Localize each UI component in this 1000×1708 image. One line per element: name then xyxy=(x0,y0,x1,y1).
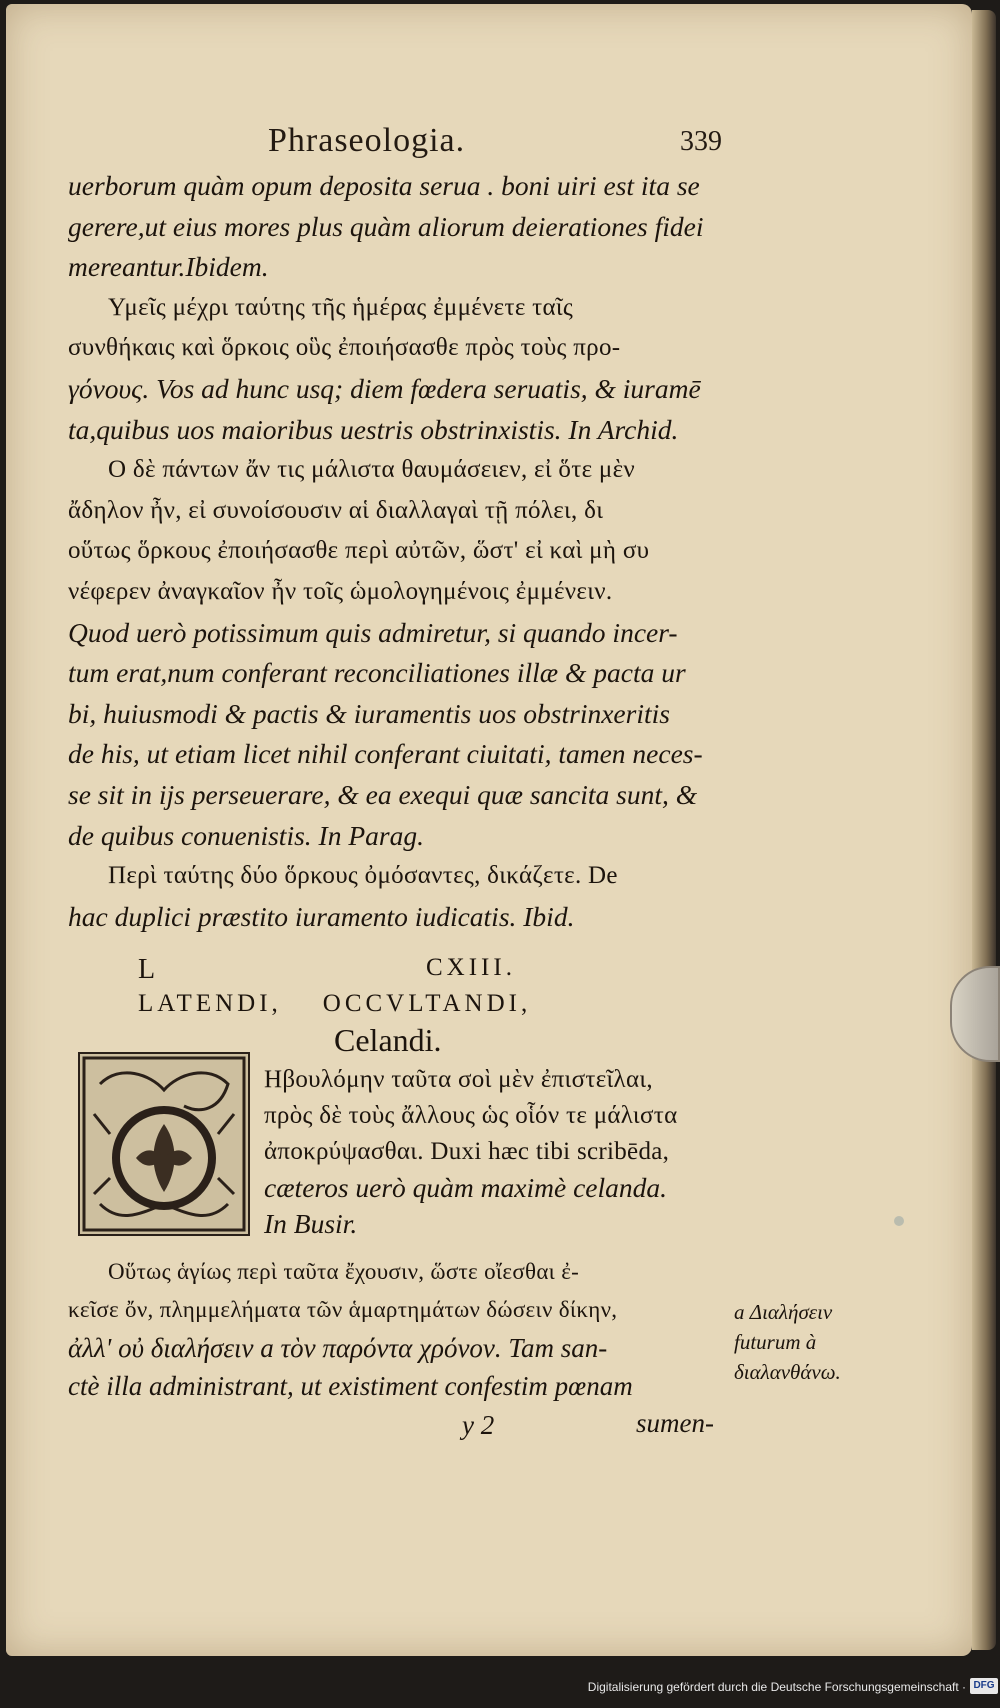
body-line: ἄδηλον ἦν, εἰ συνοίσουσιν αἱ διαλλαγαὶ τῇ πόλει, δι xyxy=(68,496,604,524)
body-line: tum erat,num conferant reconciliationes illæ & pacta ur xyxy=(68,657,686,689)
section-heading: Celandi. xyxy=(334,1022,442,1058)
running-header xyxy=(268,122,738,166)
section-letter: L xyxy=(138,954,160,985)
dfg-logo-icon: DFG xyxy=(970,1678,998,1694)
body-line: ta,quibus uos maioribus uestris obstrinxistis. In Archid. xyxy=(68,413,679,445)
body-line: gerere,ut eius mores plus quàm aliorum deierationes fidei xyxy=(68,210,704,242)
ornament-initial-icon xyxy=(80,1054,248,1234)
signature-mark: y 2 xyxy=(462,1410,495,1440)
paper-speck xyxy=(894,1216,904,1226)
closing-paragraph-line: ctè illa administrant, ut existiment confestim pœnam xyxy=(68,1371,633,1401)
body-line: συνθήκαις καὶ ὅρκοις οὓς ἐποιήσασθε πρὸς τοὺς προ- xyxy=(68,334,621,362)
initial-paragraph-line: ἀποκρύψασθαι. Duxi hæc tibi scribēda, xyxy=(264,1138,670,1165)
initial-paragraph-line: πρὸς δὲ τοὺς ἄλλους ὡς οἷόν τε μάλιστα xyxy=(264,1102,678,1129)
body-line: hac duplici præstito iuramento iudicatis. Ibid. xyxy=(68,900,575,932)
initial-paragraph-line: In Busir. xyxy=(264,1208,358,1239)
body-line: Περὶ ταύτης δύο ὅρκους ὀμόσαντες, δικάζετε. De xyxy=(108,862,618,890)
catchword: sumen- xyxy=(636,1408,714,1438)
margin-note: futurum à xyxy=(734,1330,817,1354)
body-line: se sit in ijs perseuerare, & ea exequi quæ sancita sunt, & xyxy=(68,779,698,810)
body-line: mereantur.Ibidem. xyxy=(68,251,269,283)
book-page xyxy=(6,4,972,1656)
body-line: νέφερεν ἀναγκαῖον ἦν τοῖς ὡμολογημένοις ἐμμένειν. xyxy=(68,578,613,605)
page-number: 339 xyxy=(680,126,722,157)
initial-paragraph-line: cæteros uerò quàm maximè celanda. xyxy=(264,1172,667,1203)
body-line: de his, ut etiam licet nihil conferant ciuitati, tamen neces- xyxy=(68,738,703,770)
body-line: Ο δὲ πάντων ἄν τις μάλιστα θαυμάσειεν, εἰ ὅτε μὲν xyxy=(108,456,636,484)
section-number: CXIII. xyxy=(426,954,516,981)
initial-paragraph-line: Ηβουλόμην ταῦτα σοὶ μὲν ἐπιστεῖλαι, xyxy=(264,1066,653,1093)
margin-note: a Διαλήσειν xyxy=(734,1300,833,1324)
margin-note: διαλανθάνω. xyxy=(734,1360,841,1384)
body-line: γόνους. Vos ad hunc usq; diem fœdera seruatis, & iuramē xyxy=(68,373,701,404)
page-edge xyxy=(972,10,996,1650)
body-line: bi, huiusmodi & pactis & iuramentis uos obstrinxeritis xyxy=(68,697,670,729)
body-line: uerborum quàm opum deposita serua . boni uiri est ita se xyxy=(68,170,700,201)
closing-paragraph-line: ἀλλ' οὐ διαλήσειν a τὸν παρόντα χρόνον. Tam san- xyxy=(68,1333,608,1363)
section-heading-caps: LATENDI, OCCVLTANDI, xyxy=(138,990,532,1017)
closing-paragraph-line: κεῖσε ὄν, πλημμελήματα τῶν ἁμαρτημάτων δώσειν δίκην, xyxy=(68,1297,618,1322)
decorated-initial-woodcut xyxy=(78,1052,250,1236)
footer-credit: Digitalisierung gefördert durch die Deutsche Forschungsgemeinschaft · xyxy=(587,1680,966,1694)
body-line: Υμεῖς μέχρι ταύτης τῆς ἡμέρας ἐμμένετε ταῖς xyxy=(108,293,574,321)
body-line: de quibus conuenistis. In Parag. xyxy=(68,819,424,851)
closing-paragraph-line: Οὕτως ἁγίως περὶ ταῦτα ἔχουσιν, ὥστε οἴεσθαι ἐ- xyxy=(108,1259,580,1284)
page-title: Phraseologia. xyxy=(268,122,466,159)
footer-bar xyxy=(0,1658,1000,1708)
body-line: οὕτως ὅρκους ἐποιήσασθε περὶ αὐτῶν, ὥστ' εἰ καὶ μὴ συ xyxy=(68,537,650,565)
body-line: Quod uerò potissimum quis admiretur, si quando incer- xyxy=(68,616,678,648)
